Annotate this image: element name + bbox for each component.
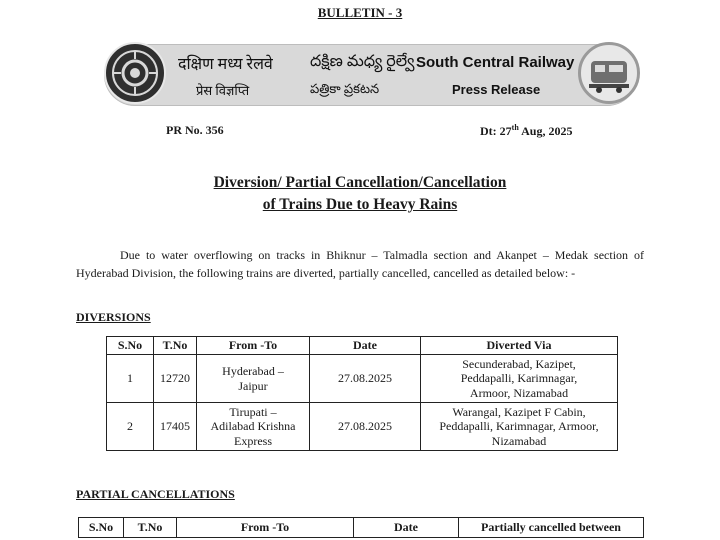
cell-diverted-via: Secunderabad, Kazipet, Peddapalli, Karimnagar, Armoor, Nizamabad xyxy=(421,355,618,403)
table-row xyxy=(107,403,618,451)
col-from-to: From -To xyxy=(197,337,310,355)
press-release-number: PR No. 356 xyxy=(166,123,224,137)
release-label-hindi: प्रेस विज्ञप्ति xyxy=(196,83,250,98)
letterhead-banner xyxy=(104,44,638,106)
cell-from-to: Tirupati – Adilabad Krishna Express xyxy=(197,403,310,451)
railway-emblem-icon xyxy=(104,42,166,104)
col-from-to: From -To xyxy=(177,518,354,538)
cell-sno: 1 xyxy=(107,355,154,403)
org-name-hindi: दक्षिण मध्य रेलवे xyxy=(178,56,273,73)
train-logo-icon xyxy=(578,42,640,104)
title-line-2: of Trains Due to Heavy Rains xyxy=(262,196,458,213)
intro-paragraph: Due to water overflowing on tracks in Bhiknur – Talmadla section and Akanpet – Medak section of Hyderabad Division, the following trains are diverted, partially cancelled, cancelled as detailed below: - xyxy=(76,248,644,280)
table-row xyxy=(107,355,618,403)
partial-cancellations-heading: PARTIAL CANCELLATIONS xyxy=(76,487,235,501)
bulletin-label: BULLETIN - 3 xyxy=(317,5,403,20)
cell-diverted-via: Warangal, Kazipet F Cabin, Peddapalli, Karimnagar, Armoor, Nizamabad xyxy=(421,403,618,451)
title-line-1: Diversion/ Partial Cancellation/Cancellation xyxy=(213,174,507,191)
diversions-heading: DIVERSIONS xyxy=(76,310,151,324)
col-tno: T.No xyxy=(154,337,197,355)
col-date: Date xyxy=(310,337,421,355)
col-diverted-via: Diverted Via xyxy=(421,337,618,355)
col-partially-cancelled-between: Partially cancelled between xyxy=(459,518,644,538)
release-label-telugu: పత్రికా ప్రకటన xyxy=(310,81,380,96)
release-label-english: Press Release xyxy=(452,82,541,97)
cell-tno: 12720 xyxy=(154,355,197,403)
cell-sno: 2 xyxy=(107,403,154,451)
col-tno: T.No xyxy=(124,518,177,538)
cell-tno: 17405 xyxy=(154,403,197,451)
partial-cancellations-table xyxy=(78,517,644,538)
org-name-telugu: దక్షిణ మధ్య రైల్వే xyxy=(310,53,415,70)
col-sno: S.No xyxy=(107,337,154,355)
col-sno: S.No xyxy=(79,518,124,538)
press-release-date: Dt: 27th Aug, 2025 xyxy=(480,123,573,138)
diversions-table xyxy=(106,336,618,451)
col-date: Date xyxy=(354,518,459,538)
cell-date: 27.08.2025 xyxy=(310,403,421,451)
org-name-english: South Central Railway xyxy=(416,54,575,71)
cell-from-to: Hyderabad – Jaipur xyxy=(197,355,310,403)
cell-date: 27.08.2025 xyxy=(310,355,421,403)
